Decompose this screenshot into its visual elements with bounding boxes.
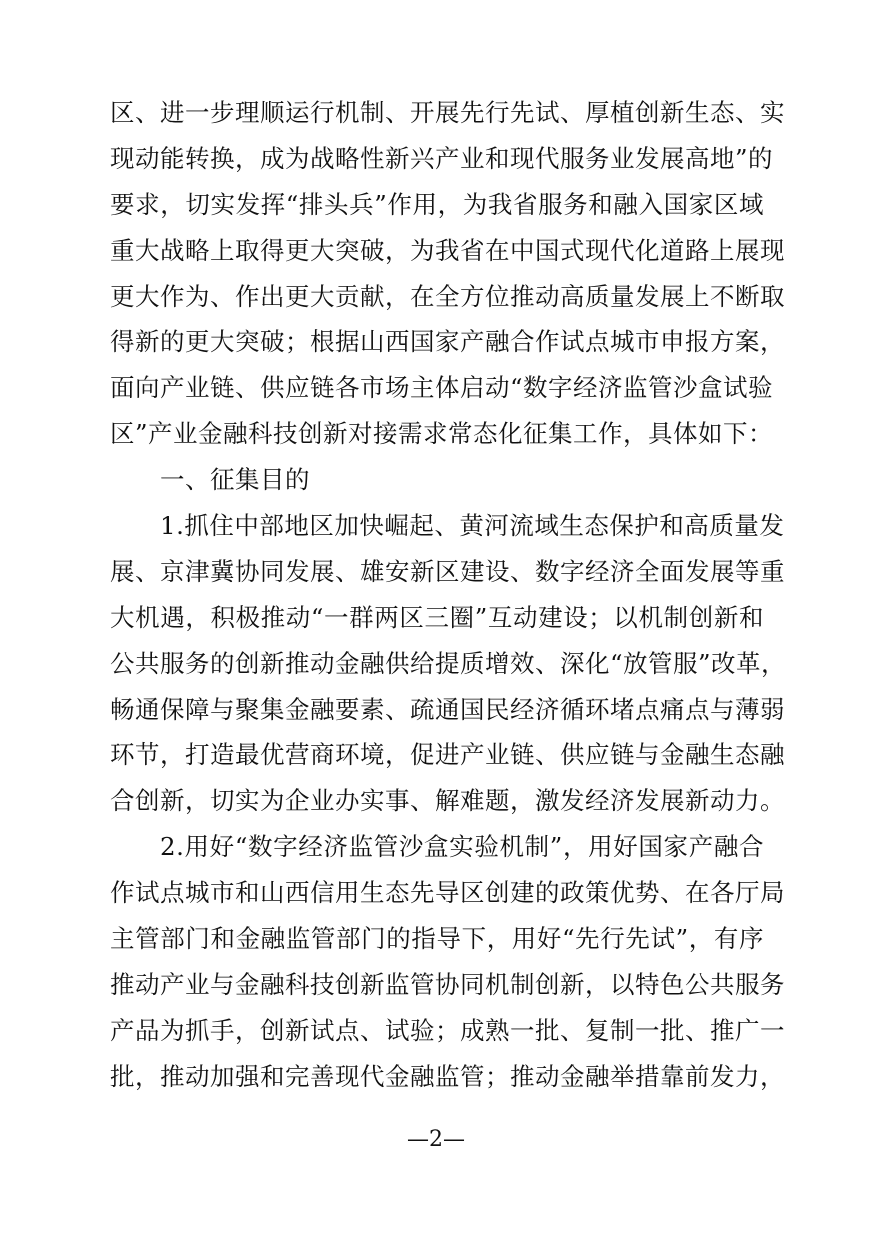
text-line: 合创新，切实为企业办实事、解难题，激发经济发展新动力。 xyxy=(110,786,785,816)
text-line: 推动产业与金融科技创新监管协同机制创新，以特色公共服务 xyxy=(110,969,785,999)
text-line: 区”产业金融科技创新对接需求常态化征集工作，具体如下： xyxy=(110,419,774,449)
text-line: 批，推动加强和完善现代金融监管；推动金融举措靠前发力， xyxy=(110,1061,785,1091)
text-line: 要求，切实发挥“排头兵”作用，为我省服务和融入国家区域 xyxy=(110,189,764,219)
text-line: 一、征集目的 xyxy=(160,465,310,495)
text-line: 展、京津冀协同发展、雄安新区建设、数字经济全面发展等重 xyxy=(110,556,785,586)
body-text xyxy=(110,90,787,1100)
text-line: 畅通保障与聚集金融要素、疏通国民经济循环堵点痛点与薄弱 xyxy=(110,694,785,724)
text-line: 主管部门和金融监管部门的指导下，用好“先行先试”，有序 xyxy=(110,924,764,954)
page-number: —2— xyxy=(407,1127,465,1152)
text-line: 环节，打造最优营商环境，促进产业链、供应链与金融生态融 xyxy=(110,740,785,770)
text-line: 公共服务的创新推动金融供给提质增效、深化“放管服”改革， xyxy=(110,648,787,678)
text-line: 1.抓住中部地区加快崛起、黄河流域生态保护和高质量发 xyxy=(160,511,785,541)
text-line: 得新的更大突破；根据山西国家产融合作试点城市申报方案， xyxy=(110,327,785,357)
text-line: 面向产业链、供应链各市场主体启动“数字经济监管沙盒试验 xyxy=(110,373,774,403)
text-line: 重大战略上取得更大突破，为我省在中国式现代化道路上展现 xyxy=(110,235,785,265)
text-line: 作试点城市和山西信用生态先导区创建的政策优势、在各厅局 xyxy=(110,878,785,908)
text-line: 更大作为、作出更大贡献，在全方位推动高质量发展上不断取 xyxy=(110,281,785,311)
text-line: 大机遇，积极推动“一群两区三圈”互动建设；以机制创新和 xyxy=(110,602,764,632)
text-line: 区、进一步理顺运行机制、开展先行先试、厚植创新生态、实 xyxy=(110,98,785,127)
text-line: 现动能转换，成为战略性新兴产业和现代服务业发展高地”的 xyxy=(110,143,774,173)
text-line: 产品为抓手，创新试点、试验；成熟一批、复制一批、推广一 xyxy=(110,1015,785,1045)
text-line: 2.用好“数字经济监管沙盒实验机制”，用好国家产融合 xyxy=(160,832,764,862)
